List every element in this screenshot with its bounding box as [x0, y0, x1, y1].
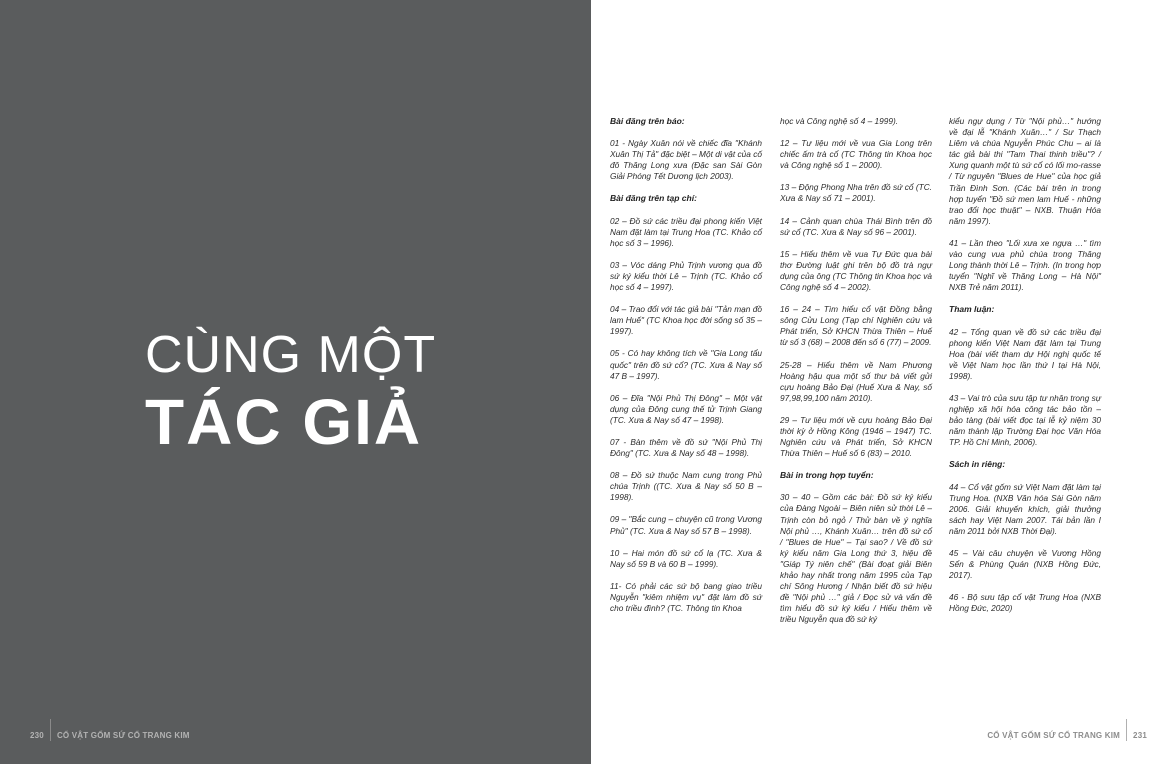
bibliography-entry: 01 - Ngày Xuân nói về chiếc đĩa "Khánh Xuân Thị Tả" đặc biệt – Một di vật của cố đô Thăng Long xưa (Đặc san Sài Gòn Giải Phóng Tết Dương lịch 2003).	[610, 138, 762, 182]
section-heading: Bài in trong hợp tuyển:	[780, 470, 874, 481]
bibliography-entry: 29 – Tư liệu mới về cựu hoàng Bảo Đại thời kỳ ở Hồng Kông (1946 – 1947) TC. Nghiên cứu và Phát triển, Sở KHCN Thừa Thiên – Huế số 6 (83) – 2010.	[780, 414, 932, 459]
folio-right	[987, 725, 1147, 747]
bibliography-entry: 06 – Đĩa "Nội Phủ Thị Đông" – Một vật dụng của Đông cung thế tử Trịnh Giang (TC. Xưa & Nay số 47 – 1998).	[610, 392, 762, 425]
bibliography-entry: 15 – Hiểu thêm về vua Tự Đức qua bài thơ Đường luật ghi trên bộ đồ trà ngự dụng của ông (TC Thông tin Khoa học và Công nghệ số 4 – 2002).	[780, 248, 932, 293]
bibliography-entry: 25-28 – Hiểu thêm về Nam Phương Hoàng hậu qua một số thư bà viết gửi cựu hoàng Bảo Đại (Huế Xưa & Nay, số 97,98,99,100 năm 2010).	[780, 359, 932, 403]
bibliography-entry: học và Công nghệ số 4 – 1999).	[780, 116, 899, 126]
bibliography-entry: 07 - Bàn thêm về đồ sứ "Nội Phủ Thị Đông" (TC. Xưa & Nay số 48 – 1998).	[610, 436, 762, 459]
page-number-right: 231	[1133, 731, 1147, 741]
bibliography-entry: 30 – 40 – Gồm các bài: Đồ sứ ký kiểu của Đàng Ngoài – Biên niên sử thời Lê – Trịnh còn bỏ ngỏ / Thử bàn về ý nghĩa Nội phủ …, Khánh Xuân… trên đồ sứ cổ / "Blues de Hue" – Tại sao? / Về đồ sứ ký kiểu năm Gia Long thứ 3, hiệu đề "Giáp Tý niên chế" (Bài đoạt giải Biên khảo hay nhất trong năm 1995 của Tạp chí Sông Hương / Nhận biết đồ sứ hiệu đề "Nội phủ …" giả / Đọc sử và vấn đề tìm hiểu đồ sứ ký kiểu / Hiểu thêm về triều Nguyễn qua đồ sứ ký	[780, 492, 932, 625]
bibliography-entry: 11- Có phải các sứ bộ bang giao triều Nguyễn "kiêm nhiệm vụ" đặt làm đồ sứ cho triều đình? (TC. Thông tin Khoa	[610, 580, 762, 613]
chapter-title	[145, 325, 436, 459]
section-heading: Tham luận:	[949, 304, 995, 315]
section-heading: Sách in riêng:	[949, 459, 1006, 470]
chapter-title-line1: CÙNG MỘT	[145, 326, 437, 384]
bibliography-entry: kiểu ngự dụng / Từ "Nội phủ…" hướng về đại lễ "Khánh Xuân…" / Sư Thạch Liêm và chúa Nguyễn Phúc Chu – ai là tác giả bài thi "Tam Thai thinh triều"? / Xung quanh một tù sứ cổ có lối mo-rasse / Từ nguyên "Blues de Hue" của học giả Trần Đình Sơn. (Các bài trên in trong hợp tuyển "Đồ sứ men lam Huế - những trao đổi học thuật" – NXB. Thuận Hóa năm 1997).	[949, 116, 1101, 226]
running-title-right: CỔ VẬT GỐM SỨ CỔ TRANG KIM	[987, 731, 1121, 741]
bibliography-entry: 04 – Trao đổi với tác giả bài "Tản mạn đồ lam Huế" (TC Khoa học đời sống số 35 – 1997).	[610, 304, 762, 337]
text-column-2	[780, 116, 932, 636]
folio-left	[30, 725, 190, 747]
folio-divider	[50, 719, 51, 741]
text-column-1	[610, 116, 762, 625]
bibliography-entry: 44 – Cổ vật gốm sứ Việt Nam đặt làm tại Trung Hoa. (NXB Văn hóa Sài Gòn năm 2006. Giải khuyến khích, giải thưởng sách hay Việt Nam 2007. Tái bản lần I năm 2011 bởi NXB Thời Đại).	[949, 481, 1101, 536]
bibliography-entry: 05 - Có hay không tích về "Gia Long tẩu quốc" trên đồ sứ cổ? (TC. Xưa & Nay số 47 B – 1997).	[610, 348, 762, 381]
bibliography-entry: 41 – Lần theo "Lối xưa xe ngựa …" tìm vào cung vua phủ chúa trong Thăng Long thành thời Lê – Trịnh. (In trong hợp tuyển "Nghĩ về Thăng Long – Hà Nội" NXB Trẻ năm 2011).	[949, 237, 1101, 293]
bibliography-entry: 43 – Vai trò của sưu tập tư nhân trong sự nghiệp xã hội hóa công tác bảo tồn – bảo tàng (bài viết đọc tại lễ kỷ niệm 30 năm thành lập Trường Đại học Văn Hóa TP. Hồ Chí Minh, 2006).	[949, 392, 1101, 448]
bibliography-entry: 13 – Động Phong Nha trên đồ sứ cổ (TC. Xưa & Nay số 71 – 2001).	[780, 182, 932, 204]
chapter-title-line2: TÁC GIẢ	[145, 386, 423, 458]
section-heading: Bài đăng trên báo:	[610, 116, 685, 126]
folio-divider	[1126, 719, 1127, 741]
bibliography-entry: 45 – Vài câu chuyện về Vương Hồng Sển & Phùng Quán (NXB Hồng Đức, 2017).	[949, 548, 1101, 581]
page-number-left: 230	[30, 731, 44, 741]
bibliography-entry: 16 – 24 – Tìm hiểu cổ vật Đồng bằng sông Cửu Long (Tạp chí Nghiên cứu và Phát triển, Sở KHCN Thừa Thiên – Huế từ số 3 (68) – 2008 đến số 6 (77) – 2009.	[780, 304, 932, 348]
running-title-left: CỔ VẬT GỐM SỨ CỔ TRANG KIM	[56, 731, 190, 741]
bibliography-entry: 42 – Tổng quan về đồ sứ các triều đại phong kiến Việt Nam đặt làm tại Trung Hoa (bài viết tham dự Hội nghị quốc tế về Việt Nam học lần thứ I tại Hà Nội, 1998).	[949, 326, 1101, 381]
bibliography-entry: 02 – Đồ sứ các triều đại phong kiến Việt Nam đặt làm tại Trung Hoa (TC. Khảo cổ học số 3 – 1996).	[610, 215, 762, 248]
bibliography-entry: 46 - Bộ sưu tập cổ vật Trung Hoa (NXB Hồng Đức, 2020)	[949, 592, 1101, 614]
bibliography-entry: 10 – Hai món đồ sứ cổ lạ (TC. Xưa & Nay số 59 B và 60 B – 1999).	[610, 547, 762, 569]
section-heading: Bài đăng trên tạp chí:	[610, 193, 697, 204]
bibliography-entry: 09 – "Bắc cung – chuyện cũ trong Vương Phủ" (TC. Xưa & Nay số 57 B – 1998).	[610, 514, 762, 536]
bibliography-entry: 08 – Đồ sứ thuộc Nam cung trong Phủ chúa Trịnh ((TC. Xưa & Nay số 50 B – 1998).	[610, 470, 762, 503]
bibliography-entry: 03 – Vóc dáng Phủ Trịnh vương qua đồ sứ ký kiểu thời Lê – Trịnh (TC. Khảo cổ học số 4 – 1997).	[610, 259, 762, 293]
text-column-3	[949, 116, 1101, 625]
bibliography-entry: 12 – Tư liệu mới về vua Gia Long trên chiếc ấm trà cổ (TC Thông tin Khoa học và Công nghệ số 1 – 2000).	[780, 138, 932, 171]
bibliography-entry: 14 – Cảnh quan chùa Thái Bình trên đồ sứ cổ (TC. Xưa & Nay số 96 – 2001).	[780, 215, 932, 237]
